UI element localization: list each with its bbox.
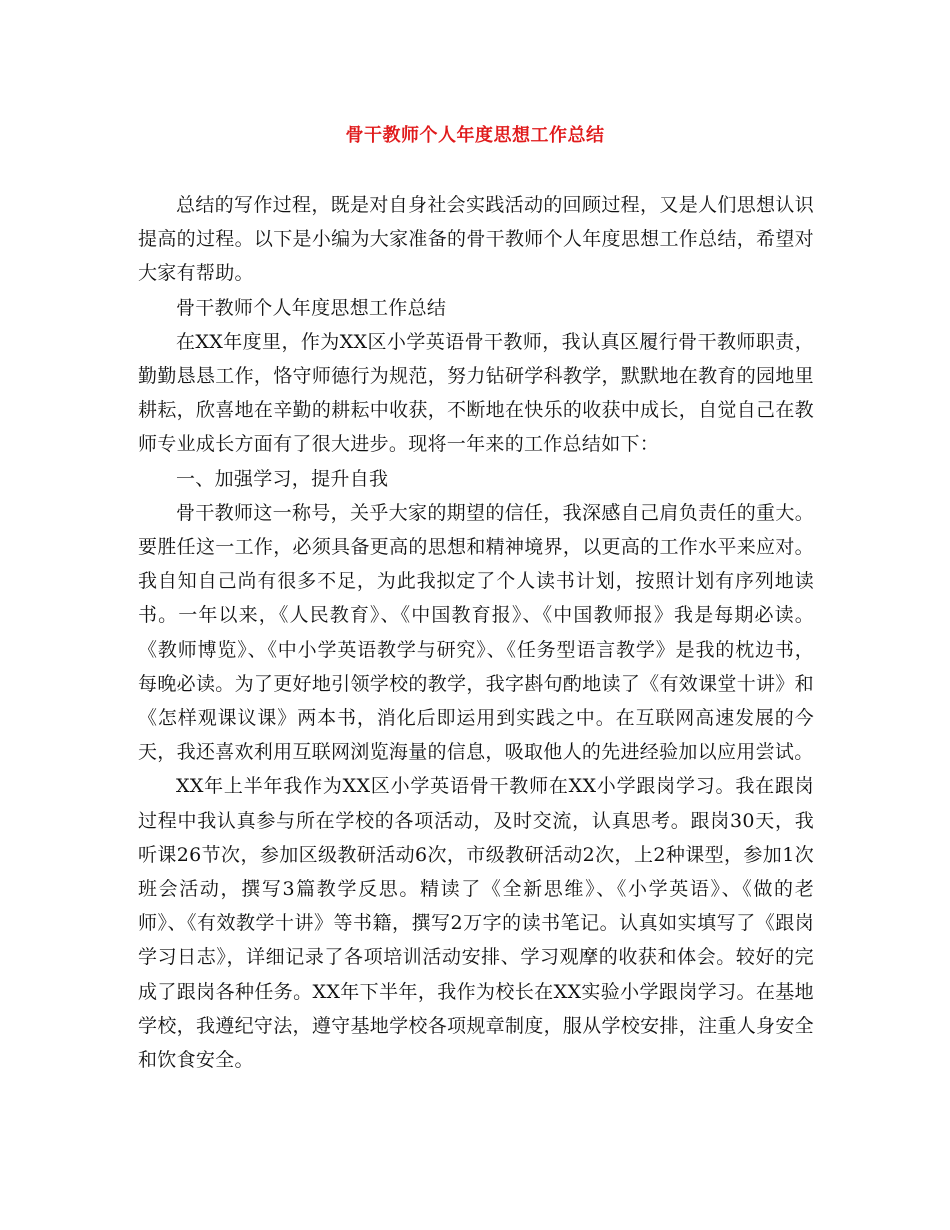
section-heading: 一、加强学习，提升自我: [176, 467, 389, 490]
body-paragraph: 骨干教师这一称号，关乎大家的期望的信任，我深感自己肩负责任的重大。要胜任这一工作，必须具备更高的思想和精神境界，以更高的工作水平来应对。我自知自己尚有很多不足，为此我拟定了个人读书计划，按照计划有序列地读书。一年以来，《人民教育》、《中国教育报》、《中国教师报》我是每期必读。《教师博览》、《中小学英语教学与研究》、《任务型语言教学》是我的枕边书，每晚必读。为了更好地引领学校的教学，我字斟句酌地读了《有效课堂十讲》和《怎样观课议课》两本书，消化后即运用到实践之中。在互联网高速发展的今天，我还喜欢利用互联网浏览海量的信息，吸取他人的先进经验加以应用尝试。: [138, 501, 814, 764]
document-body: [138, 188, 814, 1077]
body-paragraph: XX年上半年我作为XX区小学英语骨干教师在XX小学跟岗学习。我在跟岗过程中我认真参与所在学校的各项活动，及时交流，认真思考。跟岗30天，我听课26节次，参加区级教研活动6次，市级教研活动2次，上2种课型，参加1次班会活动，撰写3篇教学反思。精读了《全新思维》、《小学英语》、《做的老师》、《有效教学十讲》等书籍，撰写2万字的读书笔记。认真如实填写了《跟岗学习日志》，详细记录了各项培训活动安排、学习观摩的收获和体会。较好的完成了跟岗各种任务。XX年下半年，我作为校长在XX实验小学跟岗学习。在基地学校，我遵纪守法，遵守基地学校各项规章制度，服从学校安排，注重人身安全和饮食安全。: [138, 775, 814, 1072]
subtitle-paragraph: 骨干教师个人年度思想工作总结: [176, 296, 447, 319]
body-paragraph: 在XX年度里，作为XX区小学英语骨干教师，我认真区履行骨干教师职责，勤勤恳恳工作，恪守师德行为规范，努力钻研学科教学，默默地在教育的园地里耕耘，欣喜地在辛勤的耕耘中收获，不断地在快乐的收获中成长，自觉自己在教师专业成长方面有了很大进步。现将一年来的工作总结如下：: [138, 330, 814, 456]
intro-paragraph: 总结的写作过程，既是对自身社会实践活动的回顾过程，又是人们思想认识提高的过程。以下是小编为大家准备的骨干教师个人年度思想工作总结，希望对大家有帮助。: [138, 194, 814, 285]
document-title: 骨干教师个人年度思想工作总结: [345, 125, 605, 146]
